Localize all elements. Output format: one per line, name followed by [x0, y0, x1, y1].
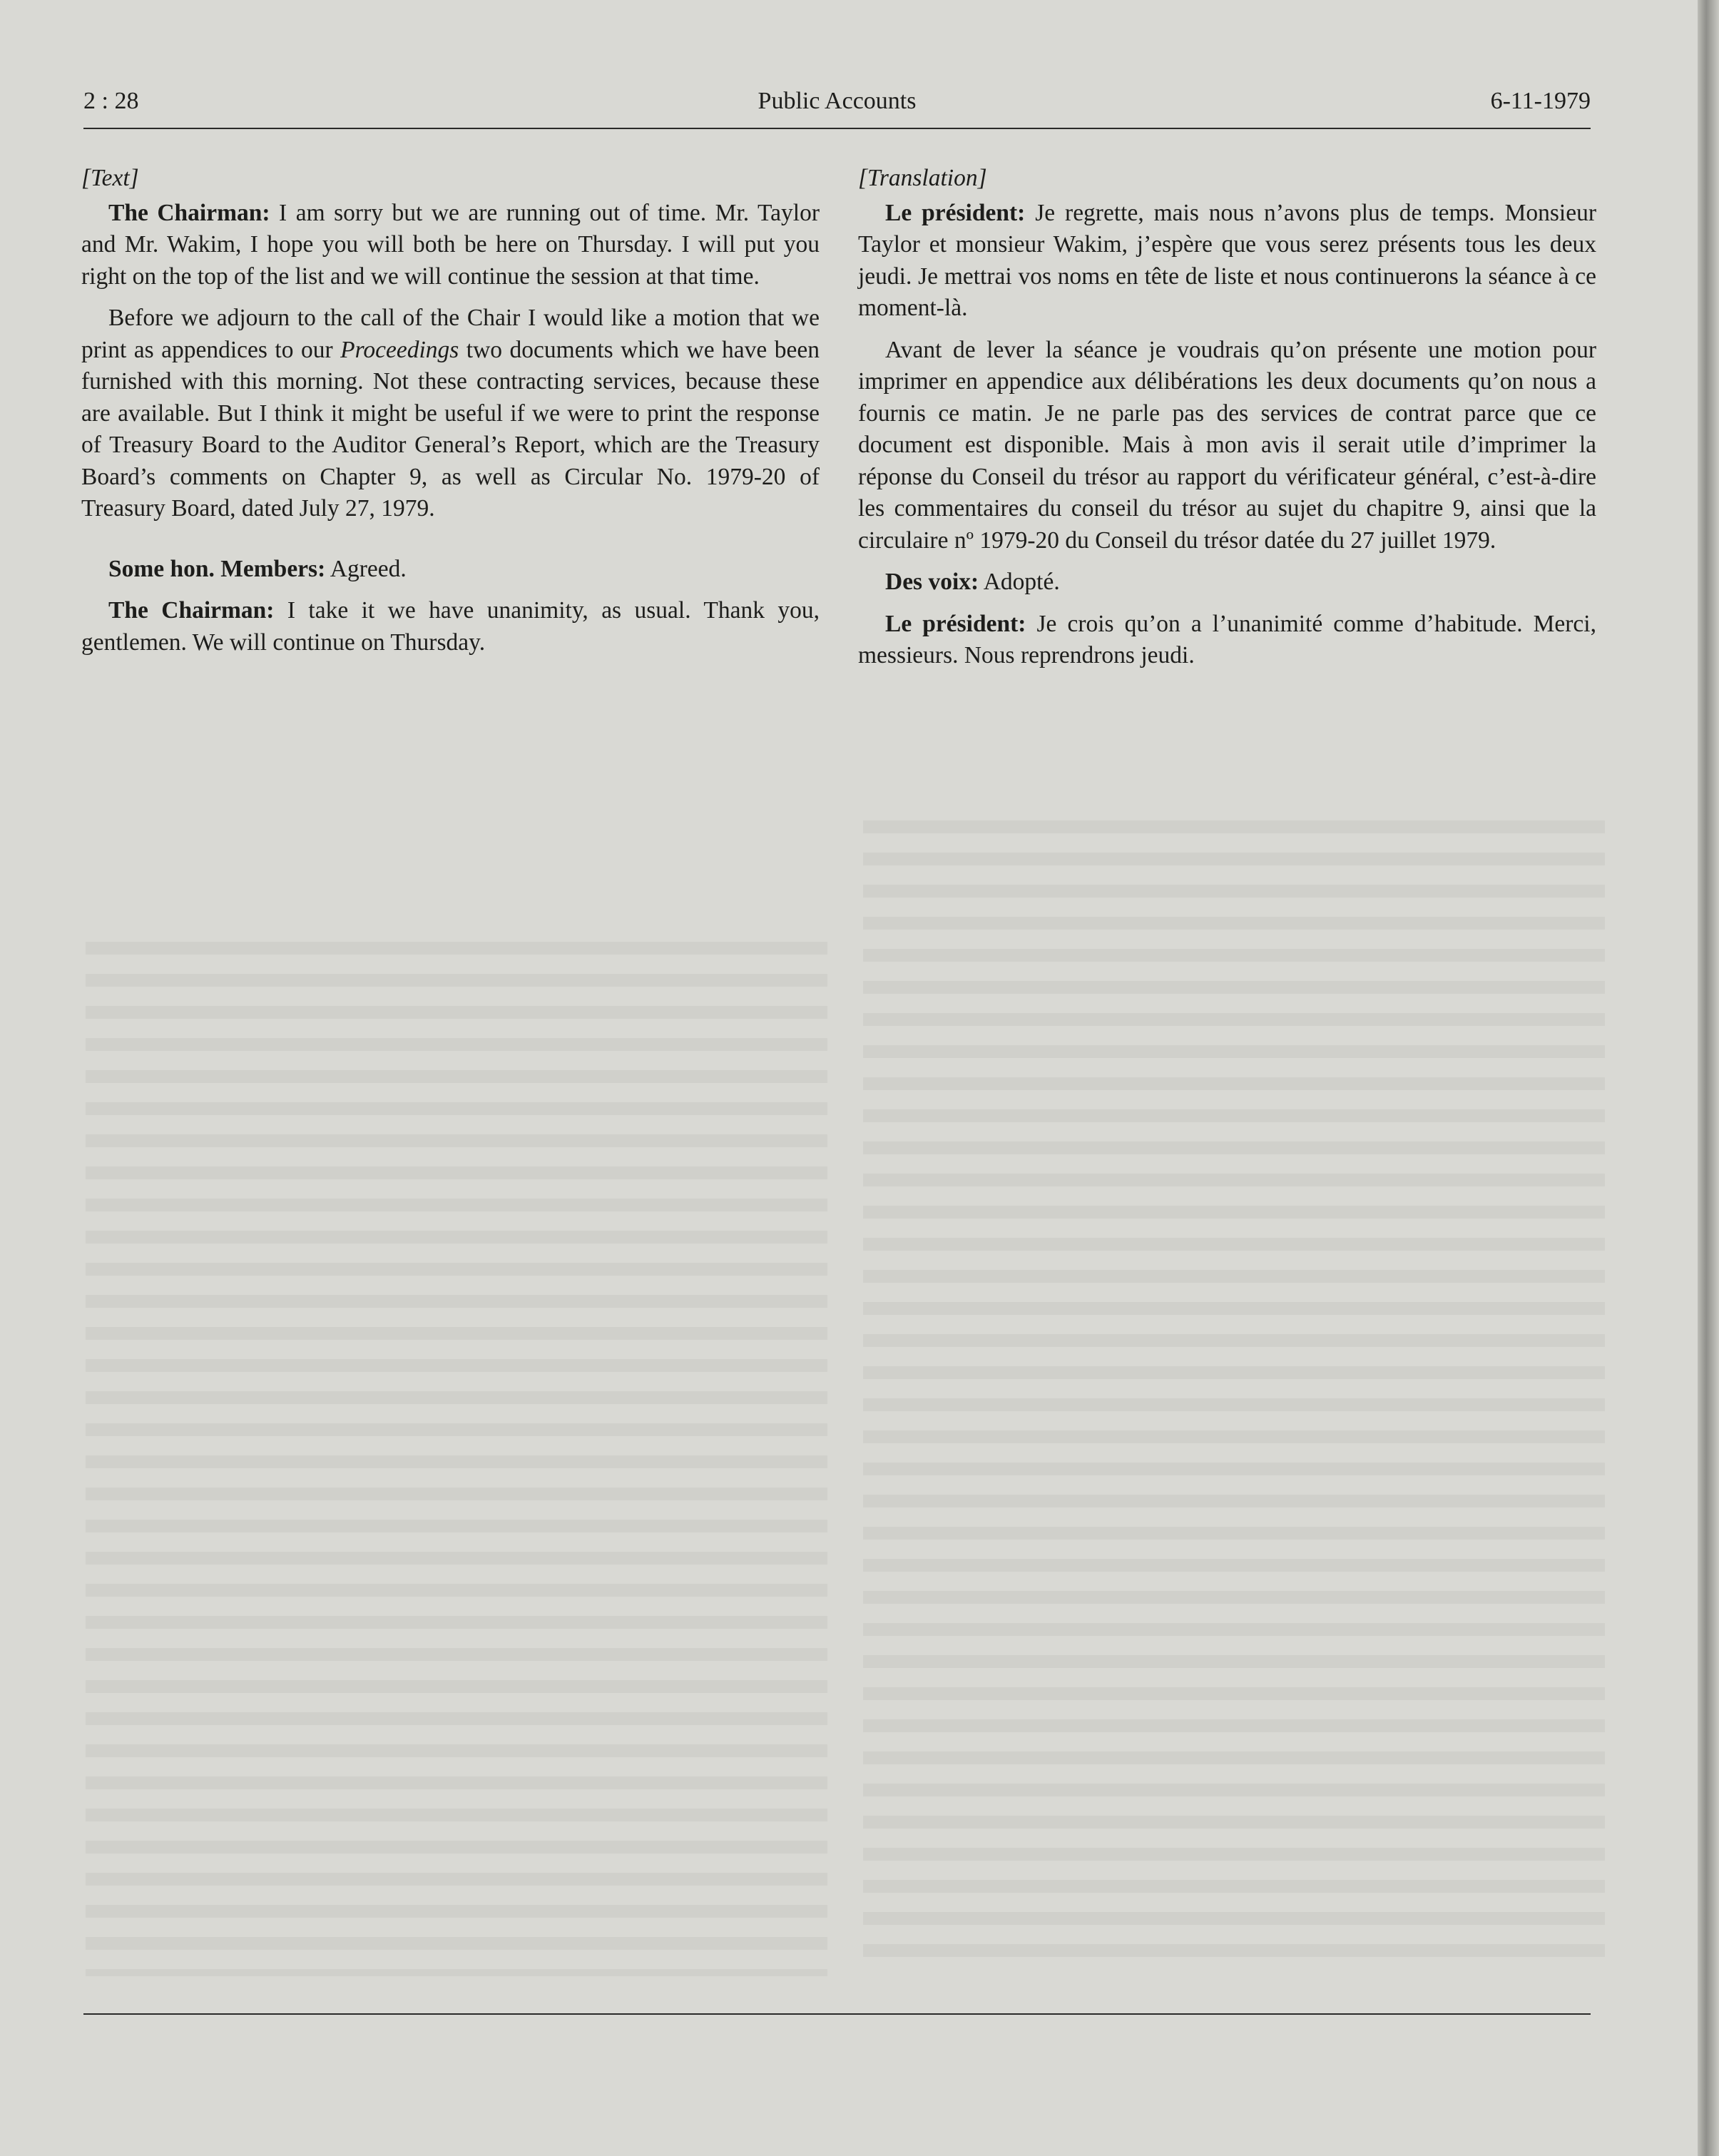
binding-edge	[1698, 0, 1719, 2156]
header-date: 6-11-1979	[1490, 88, 1591, 114]
french-column	[858, 163, 1596, 682]
speech-text: Agreed.	[325, 555, 407, 582]
paragraph	[858, 609, 1596, 672]
speech-text: I am sorry but we are running out of time. Mr. Taylor and Mr. Wakim, I hope you will both be here on Thursday. I will put you right on the top of the list and we will continue the session at that time.	[81, 199, 820, 290]
english-column	[81, 163, 820, 668]
paragraph	[858, 198, 1596, 325]
show-through-texture	[86, 942, 827, 1976]
proceedings-title: Proceedings	[340, 336, 459, 363]
speech-text: Je regrette, mais nous n’avons plus de temps. Monsieur Taylor et monsieur Wakim, j’espère que vous serez présents tous les deux jeudi. Je mettrai vos noms en tête de liste et nous continuerons la séance à ce moment-là.	[858, 199, 1596, 321]
translation-label: [Translation]	[858, 165, 987, 191]
speaker-name: The Chairman:	[108, 597, 275, 624]
running-header	[83, 88, 1591, 129]
text-label: [Text]	[81, 165, 139, 191]
speech-text: Je crois qu’on a l’unanimité comme d’habitude. Merci, messieurs. Nous reprendrons jeudi.	[858, 610, 1596, 668]
page-number: 2 : 28	[83, 88, 139, 114]
paragraph	[858, 566, 1596, 599]
speaker-name: Le président:	[885, 610, 1026, 637]
paragraph	[858, 335, 1596, 557]
speech-text: two documents which we have been furnished with this morning. Not these contracting services, because these are available. But I think it might be useful if we were to print the response of Treasury Board to the Auditor General’s Report, which are the Treasury Board’s comments on Chapter 9, as well as Circular No. 1979-20 of Treasury Board, dated July 27, 1979.	[81, 336, 820, 522]
speaker-name: Le président:	[885, 199, 1026, 226]
speech-text: Avant de lever la séance je voudrais qu’on présente une motion pour imprimer en appendice aux délibérations les deux documents qu’on nous a fournis ce matin. Je ne parle pas des services de contrat parce que ce document est disponible. Mais à mon avis il serait utile d’imprimer la réponse du Conseil du trésor au rapport du vérificateur général, c’est-à-dire les commentaires du conseil du trésor au sujet du chapitre 9, ainsi que la circulaire nº 1979-20 du Conseil du trésor datée du 27 juillet 1979.	[858, 336, 1596, 554]
paragraph	[81, 198, 820, 293]
speaker-name: The Chairman:	[108, 199, 270, 226]
footer-rule	[83, 2013, 1591, 2015]
committee-title: Public Accounts	[758, 88, 917, 114]
speech-text: Adopté.	[979, 569, 1060, 595]
paragraph	[81, 595, 820, 659]
speech-text: Before we adjourn to the call of the Chair I would like a motion that we print as appendices to our	[81, 305, 820, 363]
speaker-name: Des voix:	[885, 569, 979, 595]
paragraph	[81, 302, 820, 525]
paragraph	[81, 554, 820, 586]
speaker-name: Some hon. Members:	[108, 555, 326, 582]
speech-text: I take it we have unanimity, as usual. Thank you, gentlemen. We will continue on Thursday.	[81, 597, 820, 656]
show-through-texture-2	[863, 820, 1605, 1976]
